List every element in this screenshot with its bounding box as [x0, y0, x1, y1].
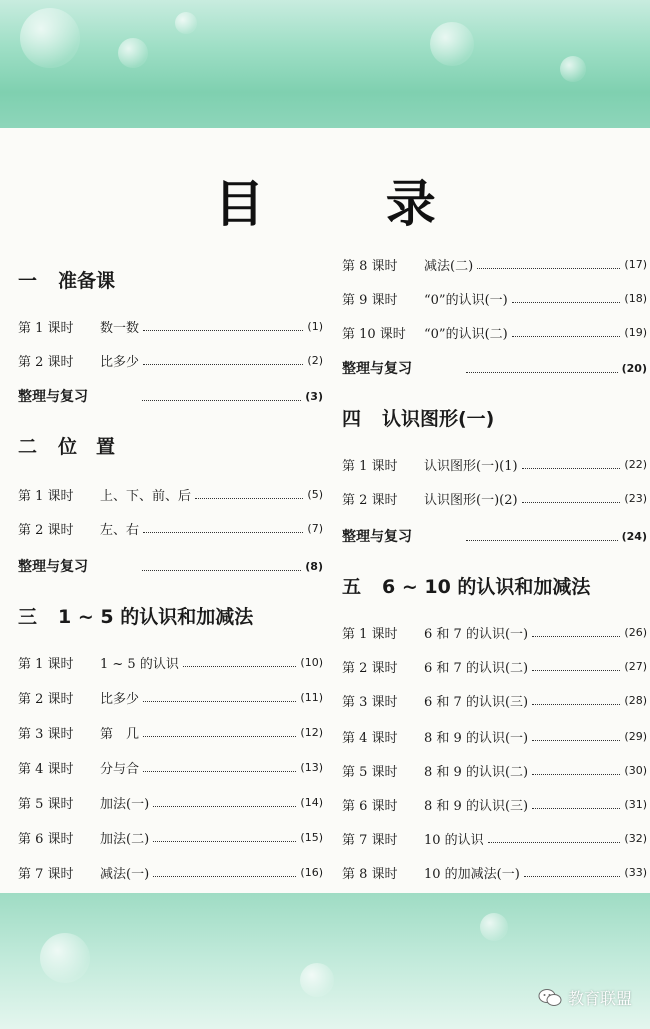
section-heading: 一 准备课 — [18, 270, 116, 292]
toc-entry[interactable]: 第 5 课时 加法(一) (14) — [18, 795, 323, 812]
toc-entry[interactable]: 第 1 课时 上、下、前、后 (5) — [18, 487, 323, 504]
toc-entry[interactable]: 第 2 课时 左、右 (7) — [18, 521, 323, 538]
toc-entry[interactable]: 第 3 课时 第 几 (12) — [18, 725, 323, 742]
watermark-text: 教育联盟 — [567, 989, 632, 1008]
toc-entry[interactable]: 第 2 课时 比多少 (11) — [18, 690, 323, 707]
section-heading: 四 认识图形(一) — [342, 408, 495, 430]
toc-entry[interactable]: 第 1 课时 认识图形(一)(1) (22) — [342, 457, 647, 474]
toc-entry[interactable]: 第 8 课时 10 的加减法(一) (33) — [342, 865, 647, 882]
watermark — [538, 986, 632, 1009]
toc-review-entry[interactable]: 整理与复习 (20) — [342, 361, 647, 377]
toc-entry[interactable]: 第 1 课时 6 和 7 的认识(一) (26) — [342, 625, 647, 642]
bubble-decoration — [175, 12, 197, 34]
toc-entry[interactable]: 第 2 课时 认识图形(一)(2) (23) — [342, 491, 647, 508]
bubble-decoration — [560, 56, 586, 82]
toc-entry[interactable]: 第 1 课时 1 ~ 5 的认识 (10) — [18, 655, 323, 672]
wechat-icon — [538, 988, 562, 1008]
toc-entry[interactable]: 第 8 课时 减法(二) (17) — [342, 257, 647, 274]
top-decorative-band — [0, 0, 650, 132]
toc-entry[interactable]: 第 4 课时 8 和 9 的认识(一) (29) — [342, 729, 647, 746]
bubble-decoration — [118, 38, 148, 68]
toc-review-entry[interactable]: 整理与复习 (3) — [18, 389, 323, 405]
toc-entry[interactable]: 第 1 课时 数一数 (1) — [18, 319, 323, 336]
toc-entry[interactable]: 第 6 课时 8 和 9 的认识(三) (31) — [342, 797, 647, 814]
toc-entry[interactable]: 第 7 课时 减法(一) (16) — [18, 865, 323, 882]
bubble-decoration — [480, 913, 508, 941]
toc-entry[interactable]: 第 9 课时 “0”的认识(一) (18) — [342, 291, 647, 308]
bubble-decoration — [20, 8, 80, 68]
bubble-decoration — [300, 963, 334, 997]
toc-review-entry[interactable]: 整理与复习 (24) — [342, 529, 647, 545]
bubble-decoration — [40, 933, 90, 983]
toc-entry[interactable]: 第 5 课时 8 和 9 的认识(二) (30) — [342, 763, 647, 780]
toc-entry[interactable]: 第 6 课时 加法(二) (15) — [18, 830, 323, 847]
toc-entry[interactable]: 第 2 课时 6 和 7 的认识(二) (27) — [342, 659, 647, 676]
section-heading: 五 6 ~ 10 的认识和加减法 — [342, 576, 591, 598]
page-title: 目 录 — [214, 175, 488, 233]
section-heading: 三 1 ~ 5 的认识和加减法 — [18, 606, 254, 628]
toc-review-entry[interactable]: 整理与复习 (8) — [18, 559, 323, 575]
toc-entry[interactable]: 第 7 课时 10 的认识 (32) — [342, 831, 647, 848]
toc-entry[interactable]: 第 2 课时 比多少 (2) — [18, 353, 323, 370]
toc-entry[interactable]: 第 4 课时 分与合 (13) — [18, 760, 323, 777]
toc-entry[interactable]: 第 10 课时 “0”的认识(二) (19) — [342, 325, 647, 342]
section-heading: 二 位 置 — [18, 436, 116, 458]
toc-entry[interactable]: 第 3 课时 6 和 7 的认识(三) (28) — [342, 693, 647, 710]
bubble-decoration — [430, 22, 474, 66]
